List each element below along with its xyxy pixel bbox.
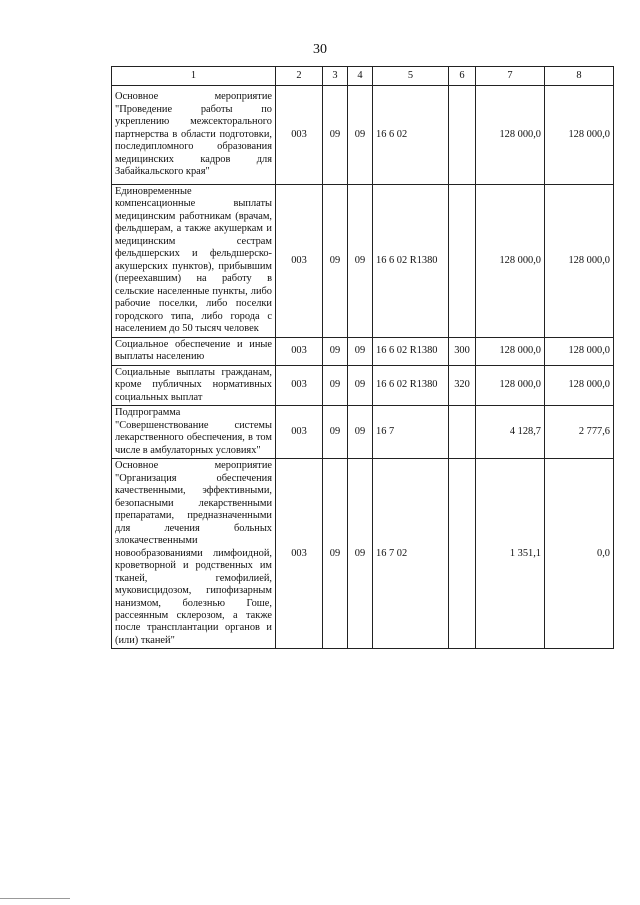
column-header: 2 bbox=[276, 67, 323, 86]
row-name: Социальные выплаты гражданам, кроме публичных нормативных социальных выплат bbox=[112, 365, 276, 405]
target-article: 16 7 02 bbox=[373, 459, 449, 649]
table-header-row bbox=[112, 67, 614, 86]
table-row bbox=[112, 406, 614, 459]
amount-column-8: 128 000,0 bbox=[545, 86, 614, 185]
table-row bbox=[112, 86, 614, 185]
section-code: 09 bbox=[323, 459, 348, 649]
budget-table bbox=[111, 66, 614, 649]
ministry-code: 003 bbox=[276, 86, 323, 185]
subsection-code: 09 bbox=[348, 406, 373, 459]
page-edge-line bbox=[0, 898, 70, 899]
table-row bbox=[112, 337, 614, 365]
column-header: 8 bbox=[545, 67, 614, 86]
subsection-code: 09 bbox=[348, 337, 373, 365]
amount-column-7: 4 128,7 bbox=[476, 406, 545, 459]
column-header: 7 bbox=[476, 67, 545, 86]
row-name: Единовременные компенсационные выплаты медицинским работникам (врачам, фельдшерам, а также акушеркам и медицинским сестрам фельдшерских и фельдшерско-акушерских пунктов), прибывшим (переехавшим) на работу в сельские населенные пункты, либо рабочие поселки, либо поселки городского типа, либо города с населением до 50 тысяч человек bbox=[112, 185, 276, 338]
row-name: Основное мероприятие "Организация обеспечения качественными, эффективными, безопасными лекарственными препаратами, предназначенными для лечения больных злокачественными новообразованиями лимфоидной, кроветворной и родственных им тканей, гемофилией, муковисцидозом, гипофизарным нанизмом, болезнью Гоше, рассеянным склерозом, а также после трансплантации органов и (или) тканей" bbox=[112, 459, 276, 649]
amount-column-8: 0,0 bbox=[545, 459, 614, 649]
column-header: 6 bbox=[449, 67, 476, 86]
subsection-code: 09 bbox=[348, 459, 373, 649]
expense-type bbox=[449, 459, 476, 649]
amount-column-7: 128 000,0 bbox=[476, 185, 545, 338]
ministry-code: 003 bbox=[276, 406, 323, 459]
target-article: 16 6 02 R1380 bbox=[373, 365, 449, 405]
table-row bbox=[112, 185, 614, 338]
ministry-code: 003 bbox=[276, 459, 323, 649]
expense-type: 320 bbox=[449, 365, 476, 405]
row-name: Основное мероприятие "Проведение работы по укреплению межсекторального партнерства в области подготовки, последипломного образования медицинских кадров для Забайкальского края" bbox=[112, 86, 276, 185]
column-header: 5 bbox=[373, 67, 449, 86]
row-name: Социальное обеспечение и иные выплаты населению bbox=[112, 337, 276, 365]
column-header: 1 bbox=[112, 67, 276, 86]
expense-type bbox=[449, 406, 476, 459]
section-code: 09 bbox=[323, 185, 348, 338]
page-number: 30 bbox=[313, 42, 327, 57]
target-article: 16 6 02 R1380 bbox=[373, 185, 449, 338]
subsection-code: 09 bbox=[348, 86, 373, 185]
amount-column-7: 1 351,1 bbox=[476, 459, 545, 649]
table-row bbox=[112, 365, 614, 405]
subsection-code: 09 bbox=[348, 185, 373, 338]
column-header: 4 bbox=[348, 67, 373, 86]
section-code: 09 bbox=[323, 337, 348, 365]
target-article: 16 6 02 bbox=[373, 86, 449, 185]
target-article: 16 6 02 R1380 bbox=[373, 337, 449, 365]
amount-column-7: 128 000,0 bbox=[476, 86, 545, 185]
expense-type: 300 bbox=[449, 337, 476, 365]
expense-type bbox=[449, 86, 476, 185]
expense-type bbox=[449, 185, 476, 338]
ministry-code: 003 bbox=[276, 365, 323, 405]
table-row bbox=[112, 459, 614, 649]
column-header: 3 bbox=[323, 67, 348, 86]
amount-column-8: 128 000,0 bbox=[545, 365, 614, 405]
section-code: 09 bbox=[323, 365, 348, 405]
subsection-code: 09 bbox=[348, 365, 373, 405]
amount-column-7: 128 000,0 bbox=[476, 365, 545, 405]
ministry-code: 003 bbox=[276, 337, 323, 365]
ministry-code: 003 bbox=[276, 185, 323, 338]
target-article: 16 7 bbox=[373, 406, 449, 459]
amount-column-8: 2 777,6 bbox=[545, 406, 614, 459]
amount-column-8: 128 000,0 bbox=[545, 185, 614, 338]
section-code: 09 bbox=[323, 406, 348, 459]
amount-column-8: 128 000,0 bbox=[545, 337, 614, 365]
amount-column-7: 128 000,0 bbox=[476, 337, 545, 365]
row-name: Подпрограмма "Совершенствование системы лекарственного обеспечения, в том числе в амбулаторных условиях" bbox=[112, 406, 276, 459]
section-code: 09 bbox=[323, 86, 348, 185]
